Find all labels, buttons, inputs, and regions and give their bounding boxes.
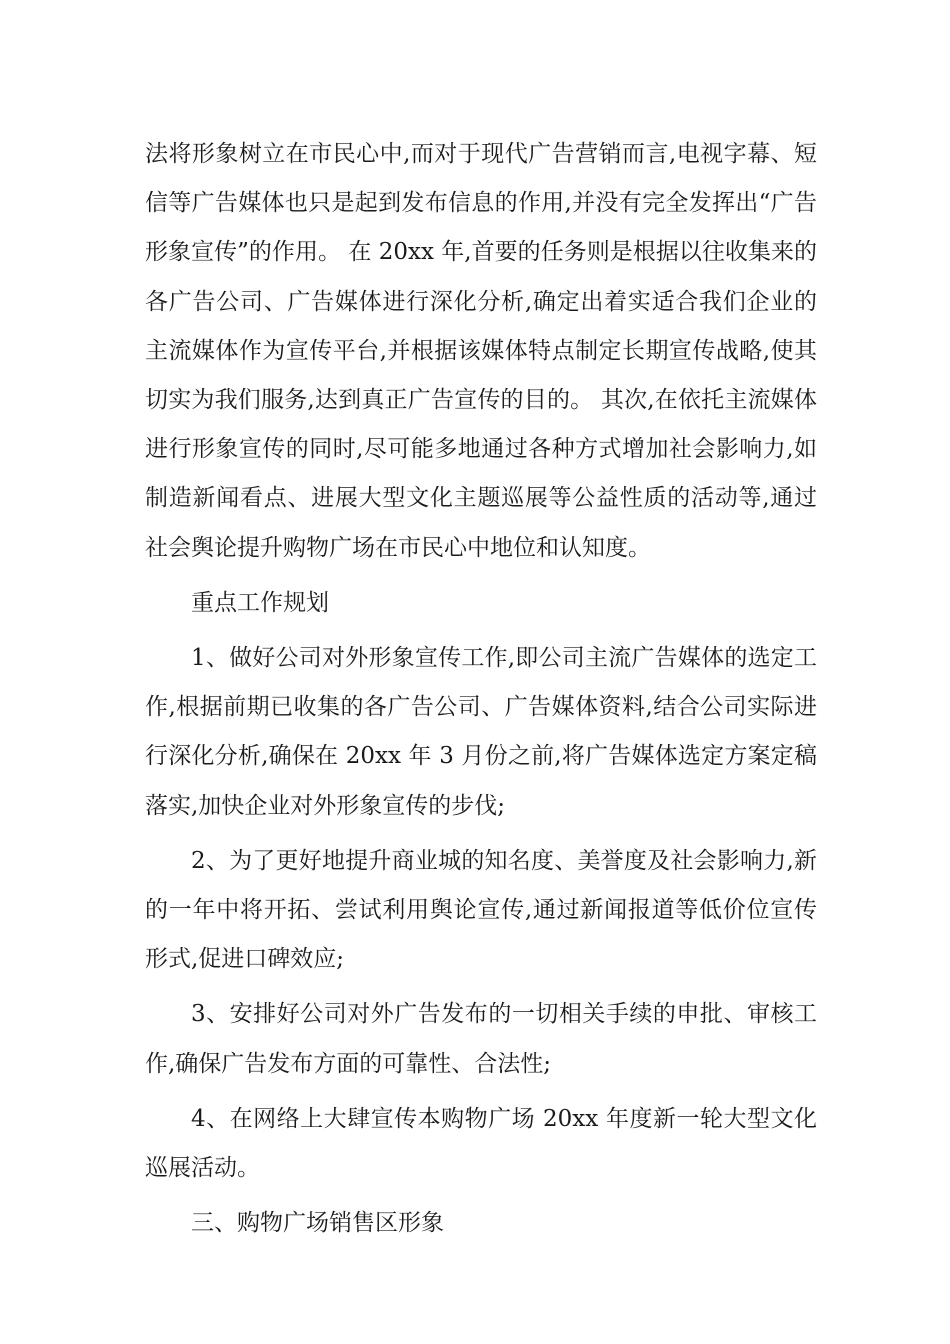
paragraph-item-2: 2、为了更好地提升商业城的知名度、美誉度及社会影响力,新的一年中将开拓、尝试利用舆论宣传,通过新闻报道等低价位宣传形式,促进口碑效应; [145,847,817,973]
paragraph-key-work-plan-heading: 重点工作规划 [191,589,329,616]
paragraph-item-3: 3、安排好公司对外广告发布的一切相关手续的申批、审核工作,确保广告发布方面的可靠性、合法性; [145,1001,817,1077]
paragraph-item-4: 4、在网络上大肆宣传本购物广场 20xx 年度新一轮大型文化巡展活动。 [145,1105,817,1182]
document-body [145,130,817,1248]
paragraph-media-strategy: 法将形象树立在市民心中,而对于现代广告营销而言,电视字幕、短信等广告媒体也只是起到发布信息的作用,并没有完全发挥出“广告形象宣传”的作用。 在 20xx 年,首要的任务则是根据以往收集来的各广告公司、广告媒体进行深化分析,确定出着实适合我们企业的主流媒体作为宣传平台,并根据该媒体特点制定长期宣传战略,使其切实为我们服务,达到真正广告宣传的目的。 其次,在依托主流媒体进行形象宣传的同时,尽可能多地通过各种方式增加社会影响力,如制造新闻看点、进展大型文化主题巡展等公益性质的活动等,通过社会舆论提升购物广场在市民心中地位和认知度。 [145,141,817,561]
paragraph-item-1: 1、做好公司对外形象宣传工作,即公司主流广告媒体的选定工作,根据前期已收集的各广告公司、广告媒体资料,结合公司实际进行深化分析,确保在 20xx 年 3 月份之前,将广告媒体选定方案定稿落实,加快企业对外形象宣传的步伐; [145,645,817,819]
section-heading-sales-area-image: 三、购物广场销售区形象 [191,1210,444,1237]
